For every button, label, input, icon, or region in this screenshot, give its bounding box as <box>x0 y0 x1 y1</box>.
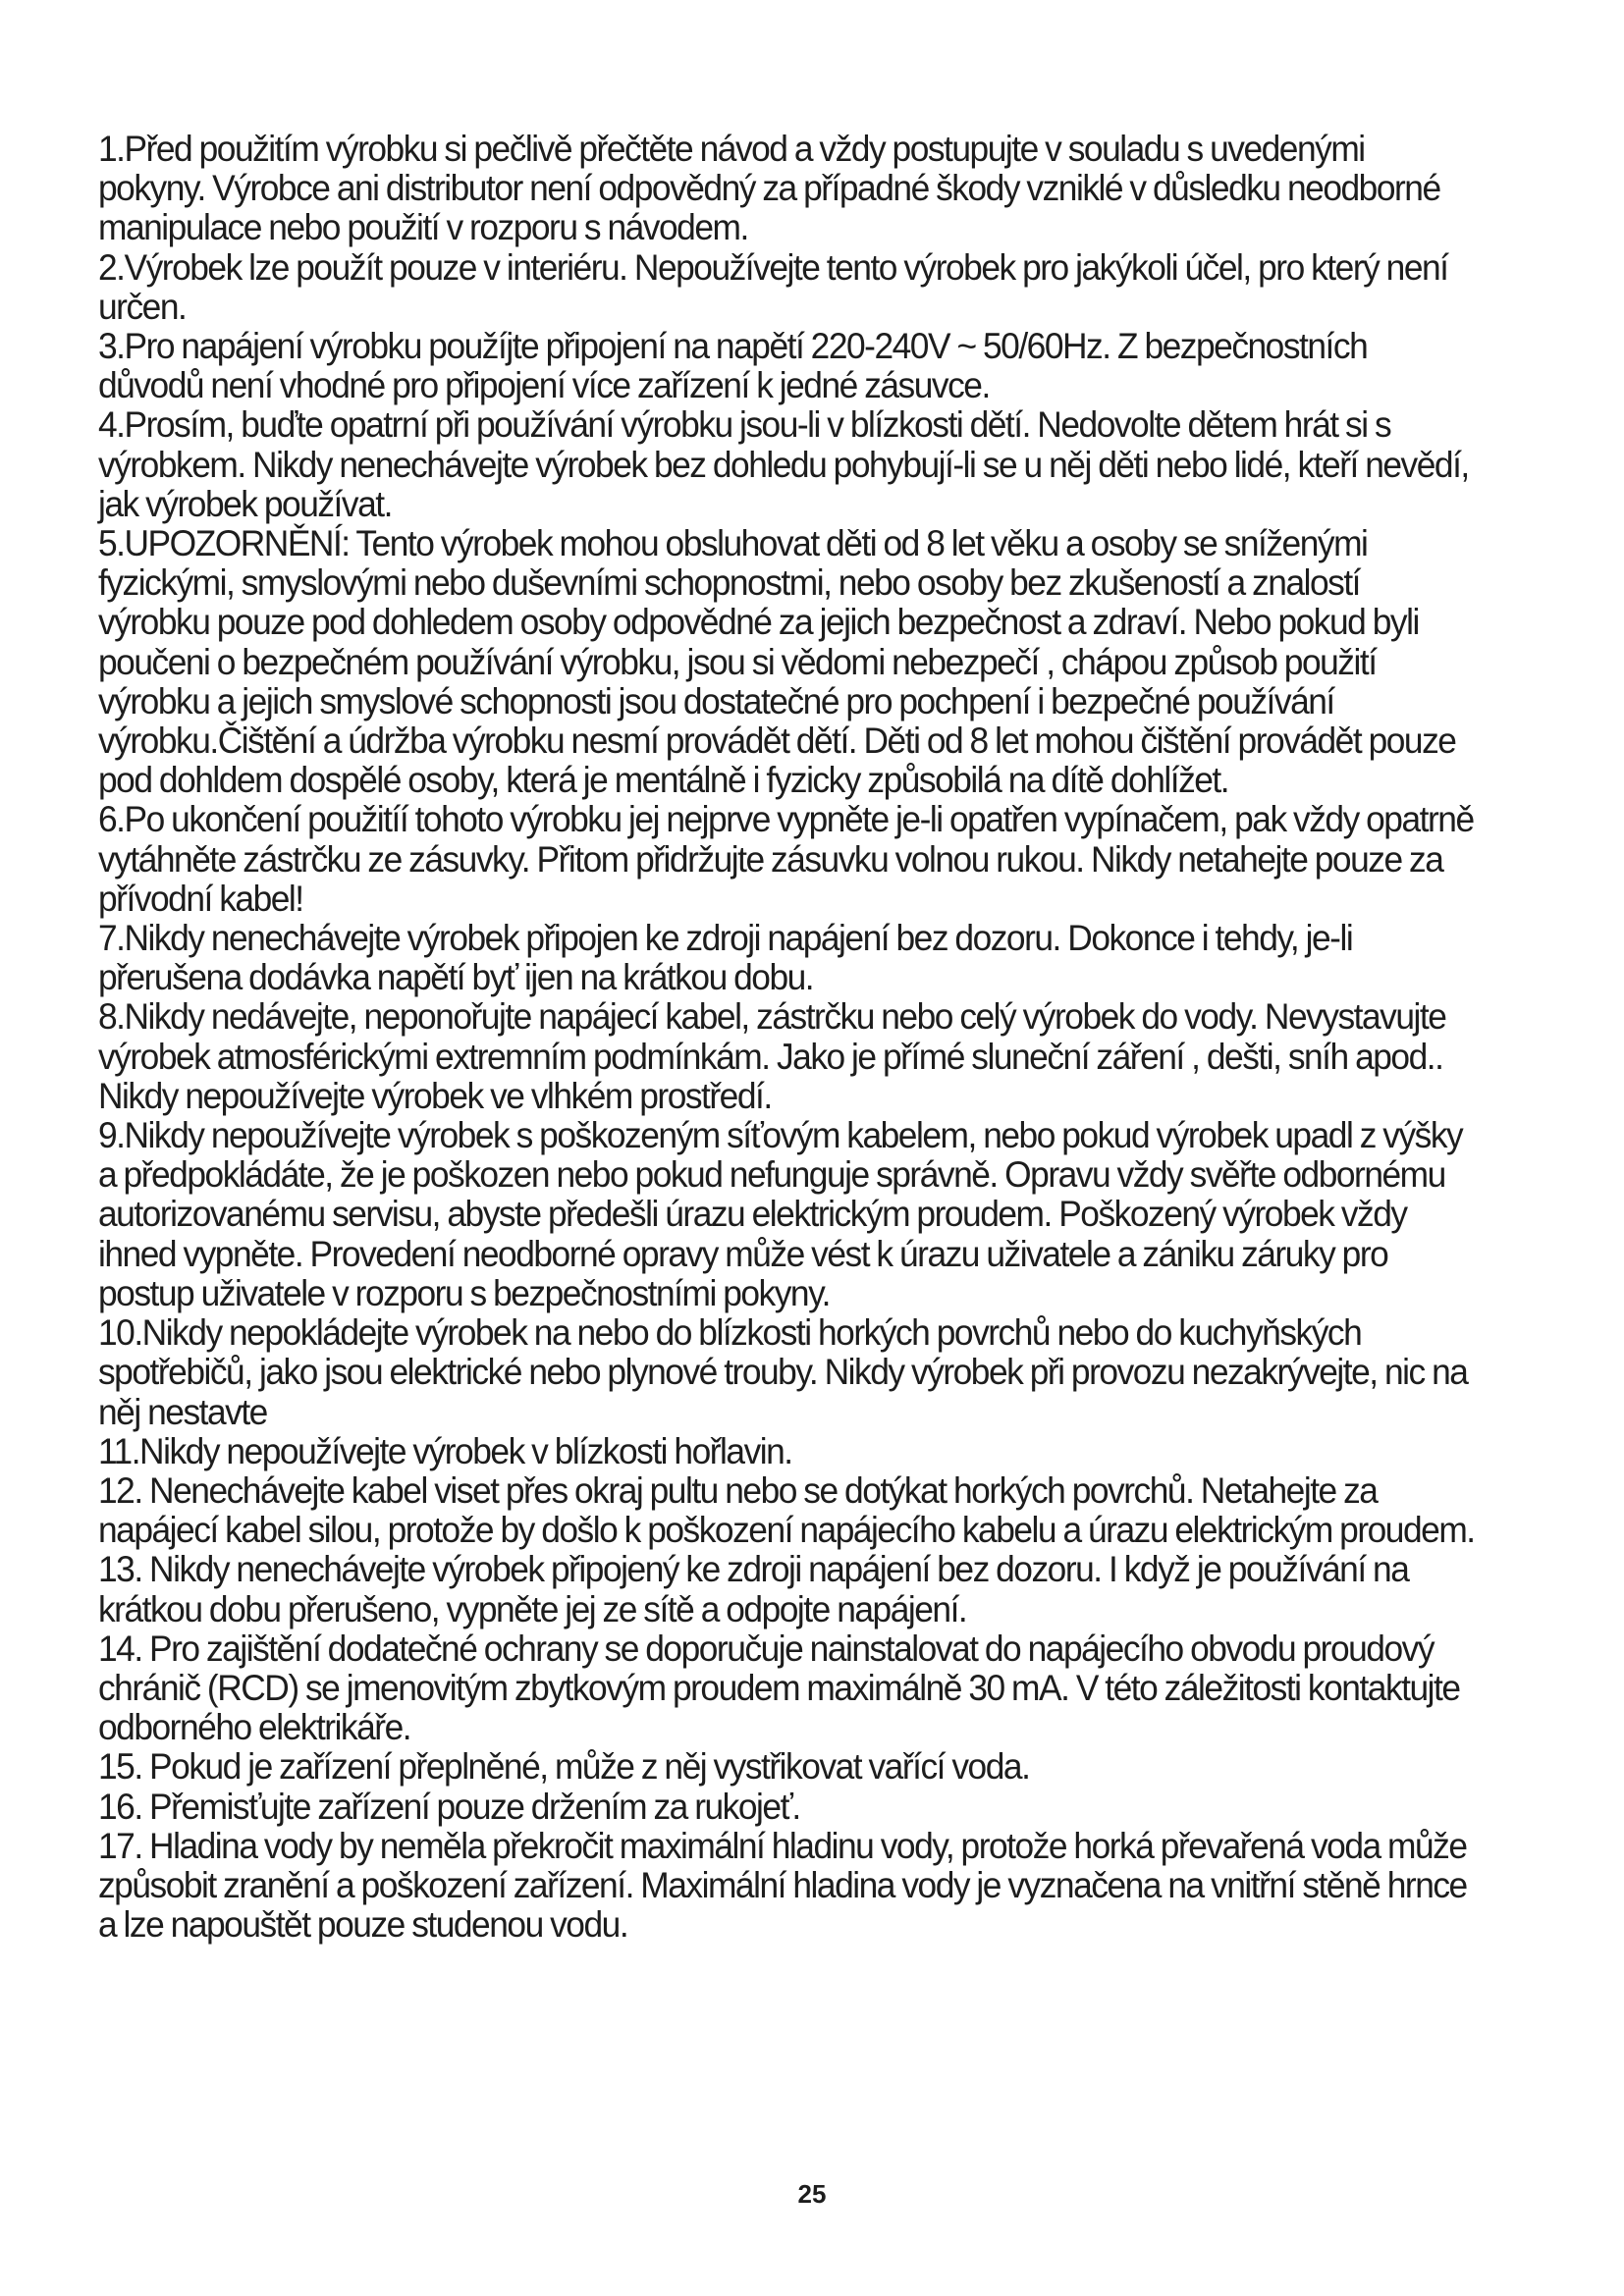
instruction-15: 15. Pokud je zařízení přeplněné, může z něj vystřikovat vařící voda. <box>98 1746 1030 1788</box>
instruction-9: 9.Nikdy nepoužívejte výrobek s poškozeným síťovým kabelem, nebo pokud výrobek upadl z výšky a předpokládáte, že je poškozen nebo pokud nefunguje správně. Opravu vždy svěřte odbornému autorizovanému servisu, abyste předešli úrazu elektrickým proudem. Poškozený výrobek vždy ihned vypněte. Provedení neodborné opravy může vést k úrazu uživatele a zániku záruky pro postup uživatele v rozporu s bezpečnostními pokyny. <box>98 1115 1463 1313</box>
instruction-13: 13. Nikdy nenechávejte výrobek připojený ke zdroji napájení bez dozoru. I když je používání na krátkou dobu přerušeno, vypněte jej ze sítě a odpojte napájení. <box>98 1549 1409 1629</box>
instruction-11: 11.Nikdy nepoužívejte výrobek v blízkosti hořlavin. <box>98 1430 792 1471</box>
safety-instructions <box>98 130 1477 1945</box>
instruction-8: 8.Nikdy nedávejte, neponořujte napájecí kabel, zástrčku nebo celý výrobek do vody. Nevystavujte výrobek atmosférickými extremním podmínkám. Jako je přímé sluneční záření , dešti, sníh apod.. Nikdy nepoužívejte výrobek ve vlhkém prostředí. <box>98 996 1446 1116</box>
instruction-2: 2.Výrobek lze použít pouze v interiéru. Nepoužívejte tento výrobek pro jakýkoli účel, pro který není určen. <box>98 246 1448 327</box>
instruction-17: 17. Hladina vody by neměla překročit maximální hladinu vody, protože horká převařená voda může způsobit zranění a poškození zařízení. Maximální hladina vody je vyznačena na vnitřní stěně hrnce a lze napouštět pouze studenou vodu. <box>98 1825 1467 1946</box>
instruction-6: 6.Po ukončení použitíí tohoto výrobku jej nejprve vypněte je-li opatřen vypínačem, pak vždy opatrně vytáhněte zástrčku ze zásuvky. Přitom přidržujte zásuvku volnou rukou. Nikdy netahejte pouze za přívodní kabel! <box>98 799 1474 919</box>
instruction-14: 14. Pro zajištění dodatečné ochrany se doporučuje nainstalovat do napájecího obvodu proudový chránič (RCD) se jmenovitým zbytkovým proudem maximálně 30 mA. V této záležitosti kontaktujte odborného elektrikáře. <box>98 1628 1460 1748</box>
instruction-1: 1.Před použitím výrobku si pečlivě přečtěte návod a vždy postupujte v souladu s uvedenými pokyny. Výrobce ani distributor není odpovědný za případné škody vzniklé v důsledku neodborné manipulace nebo použití v rozporu s návodem. <box>98 129 1440 248</box>
instruction-12: 12. Nenechávejte kabel viset přes okraj pultu nebo se dotýkat horkých povrchů. Netahejte za napájecí kabel silou, protože by došlo k poškození napájecího kabelu a úrazu elektrickým proudem. <box>98 1469 1475 1551</box>
instruction-5: 5.UPOZORNĚNÍ: Tento výrobek mohou obsluhovat děti od 8 let věku a osoby se sníženými fyzickými, smyslovými nebo duševními schopnostmi, nebo osoby bez zkušeností a znalostí výrobku pouze pod dohledem osoby odpovědné za jejich bezpečnost a zdraví. Nebo pokud byli poučeni o bezpečném používání výrobku, jsou si vědomi nebezpečí , chápou způsob použití výrobku a jejich smyslové schopnosti jsou dostatečné pro pochpení i bezpečné používání výrobku.Čištění a údržba výrobku nesmí provádět dětí. Děti od 8 let mohou čištění provádět pouze pod dohldem dospělé osoby, která je mentálně i fyzicky způsobilá na dítě dohlížet. <box>98 523 1456 801</box>
instruction-10: 10.Nikdy nepokládejte výrobek na nebo do blízkosti horkých povrchů nebo do kuchyňských spotřebičů, jako jsou elektrické nebo plynové trouby. Nikdy výrobek při provozu nezakrývejte, nic na něj nestavte <box>98 1312 1468 1432</box>
instruction-16: 16. Přemisťujte zařízení pouze držením za rukojeť. <box>98 1786 800 1827</box>
instruction-7: 7.Nikdy nenechávejte výrobek připojen ke zdroji napájení bez dozoru. Dokonce i tehdy, je-li přerušena dodávka napětí byť ijen na krátkou dobu. <box>98 918 1353 998</box>
page-number: 25 <box>797 2179 827 2209</box>
instruction-3: 3.Pro napájení výrobku použíjte připojení na napětí 220-240V ~ 50/60Hz. Z bezpečnostních důvodů není vhodné pro připojení více zařízení k jedné zásuvce. <box>98 326 1368 406</box>
instruction-4: 4.Prosím, buďte opatrní při používání výrobku jsou-li v blízkosti dětí. Nedovolte dětem hrát si s výrobkem. Nikdy nenechávejte výrobek bez dohledu pohybují-li se u něj děti nebo lidé, kteří nevědí, jak výrobek používat. <box>98 404 1469 524</box>
